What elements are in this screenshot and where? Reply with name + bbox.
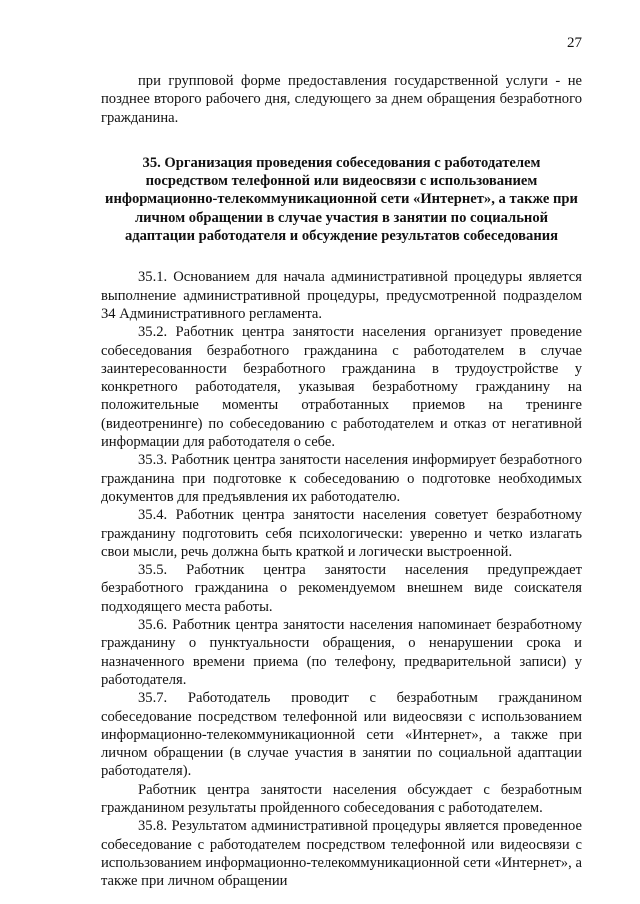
paragraph-35-5: 35.5. Работник центра занятости населения предупреждает безработного гражданина о рекомендуемом внешнем виде соискателя подходящего места работы. [101,562,582,615]
paragraph-35-7-discussion: Работник центра занятости населения обсуждает с безработным гражданином результаты пройденного собеседования с работодателем. [101,781,582,816]
paragraph-35-3: 35.3. Работник центра занятости населения информирует безработного гражданина при подготовке к собеседованию о подготовке необходимых документов для предъявления их работодателю. [101,452,582,505]
section-heading: 35. Организация проведения собеседования с работодателем посредством телефонной или видеосвязи с использованием информационно-телекоммуникационной сети «Интернет», а также при личном обращении в случае участия в занятии по социальной адаптации работодателя и обсуждение результатов собеседования [105,154,578,245]
paragraph-35-6: 35.6. Работник центра занятости населения напоминает безработному гражданину о пунктуальности обращения, о ненарушении срока и назначенного времени приема (по телефону, предварительной записи) у работодателя. [101,617,582,688]
paragraph-35-8: 35.8. Результатом административной процедуры является проведенное собеседование с работодателем посредством телефонной или видеосвязи с использованием информационно-телекоммуникационной сети «Интернет», а также при личном обращении [101,818,582,890]
paragraph-35-4: 35.4. Работник центра занятости населения советует безработному гражданину подготовить себя психологически: уверенно и четко излагать свои мысли, речь должна быть краткой и логически выстроенной. [101,507,582,560]
page-number: 27 [567,35,582,51]
paragraph-35-2: 35.2. Работник центра занятости населения организует проведение собеседования безработного гражданина с работодателем в случае заинтересованности безработного гражданина в трудоустройстве у конкретного работодателя, указывая безработному гражданину на положительные моменты отработанных приемов на тренинге (видеотренинге) по собеседованию с работодателем и отказ от негативной информации для работодателя о себе. [101,324,582,451]
intro-paragraph: при групповой форме предоставления государственной услуги - не позднее второго рабочего дня, следующего за днем обращения безработного гражданина. [101,73,582,126]
document-body [101,72,582,890]
paragraph-35-1: 35.1. Основанием для начала административной процедуры является выполнение административной процедуры, предусмотренной подразделом 34 Административного регламента. [101,269,582,322]
paragraph-35-7: 35.7. Работодатель проводит с безработным гражданином собеседование посредством телефонной или видеосвязи с использованием информационно-телекоммуникационной сети «Интернет», а также при личном обращении (в случае участия в занятии по социальной адаптации работодателя). [101,690,582,780]
